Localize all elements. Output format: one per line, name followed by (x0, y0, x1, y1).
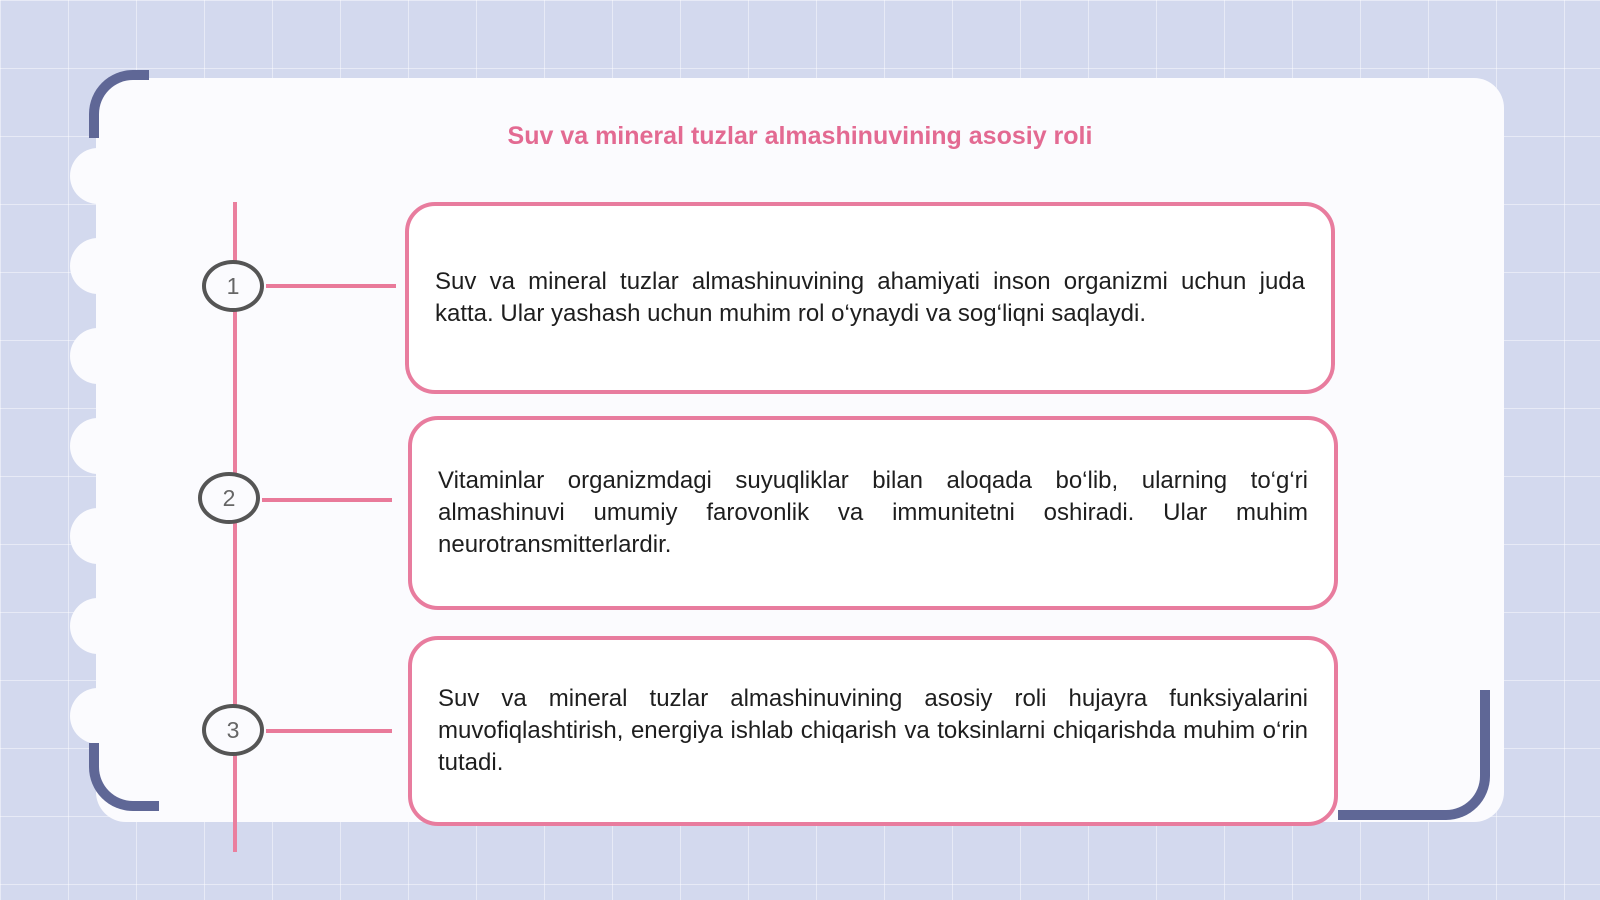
step-box-2 (408, 416, 1338, 610)
step-box-3 (408, 636, 1338, 826)
step-text: Vitaminlar organizmdagi suyuqliklar bilan aloqada bo‘lib, ularning to‘g‘ri almashinuvi umumiy farovonlik va immunitetni oshiradi. Ular muhim neurotransmitterlardir. (438, 467, 1308, 558)
step-number-badge: 3 (202, 704, 264, 756)
step-box-1 (405, 202, 1335, 394)
card-edge-bump (70, 148, 126, 204)
card-edge-bump (70, 598, 126, 654)
card-edge-bump (70, 508, 126, 564)
step-text: Suv va mineral tuzlar almashinuvining ahamiyati inson organizmi uchun juda katta. Ular yashash uchun muhim rol o‘ynaydi va sog‘liqni saqlaydi. (435, 268, 1305, 327)
card-edge-bump (70, 238, 126, 294)
card-edge-bump (70, 688, 126, 744)
step-number-badge: 1 (202, 260, 264, 312)
step-number-badge: 2 (198, 472, 260, 524)
timeline-connector (266, 284, 396, 288)
card-edge-bump (70, 418, 126, 474)
slide-title: Suv va mineral tuzlar almashinuvining asosiy roli (507, 122, 1093, 150)
timeline-connector (266, 729, 392, 733)
frame-corner-bottom-right (1338, 690, 1490, 820)
step-text: Suv va mineral tuzlar almashinuvining asosiy roli hujayra funksiyalarini muvofiqlashtirish, energiya ishlab chiqarish va toksinlarni chiqarishda muhim o‘rin tutadi. (438, 685, 1308, 776)
card-edge-bump (70, 328, 126, 384)
timeline-connector (262, 498, 392, 502)
